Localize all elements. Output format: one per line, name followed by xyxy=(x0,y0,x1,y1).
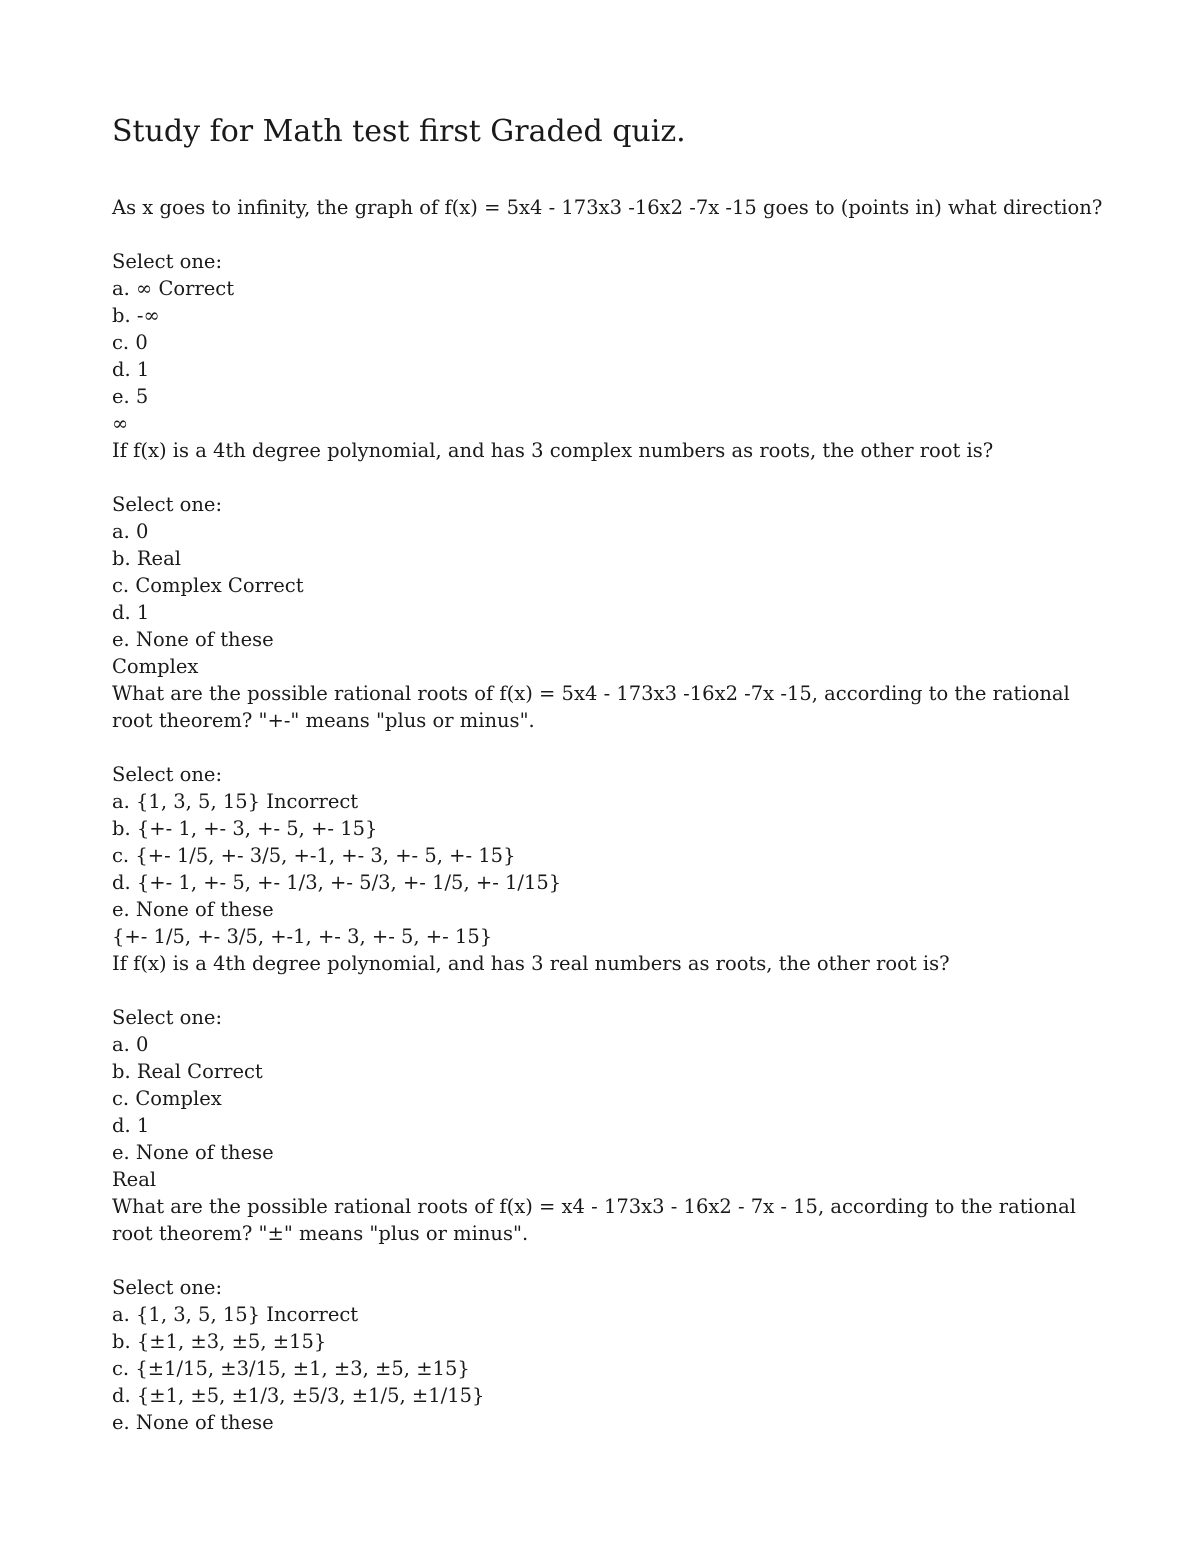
answer-option: b. {±1, ±3, ±5, ±15} xyxy=(112,1330,327,1353)
question-block xyxy=(112,194,1102,437)
question-prompt: If f(x) is a 4th degree polynomial, and has 3 real numbers as roots, the other root is? xyxy=(112,952,950,975)
select-label: Select one: xyxy=(112,250,223,273)
question-block xyxy=(112,1193,1102,1436)
answer-option: e. None of these xyxy=(112,628,274,651)
blank-line xyxy=(112,734,1102,761)
question-block xyxy=(112,437,1102,680)
answer-option: b. Real xyxy=(112,547,181,570)
question-block xyxy=(112,680,1102,950)
answer-option: c. Complex Correct xyxy=(112,574,304,597)
answer-option: d. 1 xyxy=(112,1114,150,1137)
page-title: Study for Math test first Graded quiz. xyxy=(112,114,686,149)
answer-option: b. -∞ xyxy=(112,304,160,327)
answer-option: e. None of these xyxy=(112,1411,274,1434)
question-prompt: If f(x) is a 4th degree polynomial, and has 3 complex numbers as roots, the other root is? xyxy=(112,439,994,462)
answer-option: a. {1, 3, 5, 15} Incorrect xyxy=(112,1303,359,1326)
answer-option: b. Real Correct xyxy=(112,1060,263,1083)
answer-option: d. 1 xyxy=(112,358,150,381)
select-label: Select one: xyxy=(112,1276,223,1299)
question-prompt: What are the possible rational roots of f(x) = x4 - 173x3 - 16x2 - 7x - 15, according to the rational root theorem? "±" means "plus or minus". xyxy=(112,1195,1076,1245)
answer-option: a. {1, 3, 5, 15} Incorrect xyxy=(112,790,359,813)
correct-answer: ∞ xyxy=(112,412,129,435)
blank-line xyxy=(112,464,1102,491)
answer-option: d. 1 xyxy=(112,601,150,624)
answer-option: c. {±1/15, ±3/15, ±1, ±3, ±5, ±15} xyxy=(112,1357,470,1380)
answer-option: d. {+- 1, +- 5, +- 1/3, +- 5/3, +- 1/5, +- 1/15} xyxy=(112,871,562,894)
answer-option: c. {+- 1/5, +- 3/5, +-1, +- 3, +- 5, +- 15} xyxy=(112,844,516,867)
select-label: Select one: xyxy=(112,1006,223,1029)
answer-option: e. 5 xyxy=(112,385,149,408)
select-label: Select one: xyxy=(112,763,223,786)
answer-option: b. {+- 1, +- 3, +- 5, +- 15} xyxy=(112,817,378,840)
answer-option: e. None of these xyxy=(112,1141,274,1164)
answer-option: a. 0 xyxy=(112,1033,149,1056)
question-block xyxy=(112,950,1102,1193)
answer-option: a. ∞ Correct xyxy=(112,277,235,300)
answer-option: d. {±1, ±5, ±1/3, ±5/3, ±1/5, ±1/15} xyxy=(112,1384,485,1407)
question-prompt: What are the possible rational roots of f(x) = 5x4 - 173x3 -16x2 -7x -15, according to the rational root theorem? "+-" means "plus or minus". xyxy=(112,682,1070,732)
answer-option: e. None of these xyxy=(112,898,274,921)
blank-line xyxy=(112,1247,1102,1274)
correct-answer: Complex xyxy=(112,655,199,678)
answer-option: c. Complex xyxy=(112,1087,222,1110)
blank-line xyxy=(112,977,1102,1004)
document-body xyxy=(112,194,1102,1436)
correct-answer: {+- 1/5, +- 3/5, +-1, +- 3, +- 5, +- 15} xyxy=(112,925,493,948)
select-label: Select one: xyxy=(112,493,223,516)
answer-option: a. 0 xyxy=(112,520,149,543)
question-prompt: As x goes to infinity, the graph of f(x) = 5x4 - 173x3 -16x2 -7x -15 goes to (points in) what direction? xyxy=(112,196,1103,219)
blank-line xyxy=(112,221,1102,248)
answer-option: c. 0 xyxy=(112,331,148,354)
correct-answer: Real xyxy=(112,1168,157,1191)
